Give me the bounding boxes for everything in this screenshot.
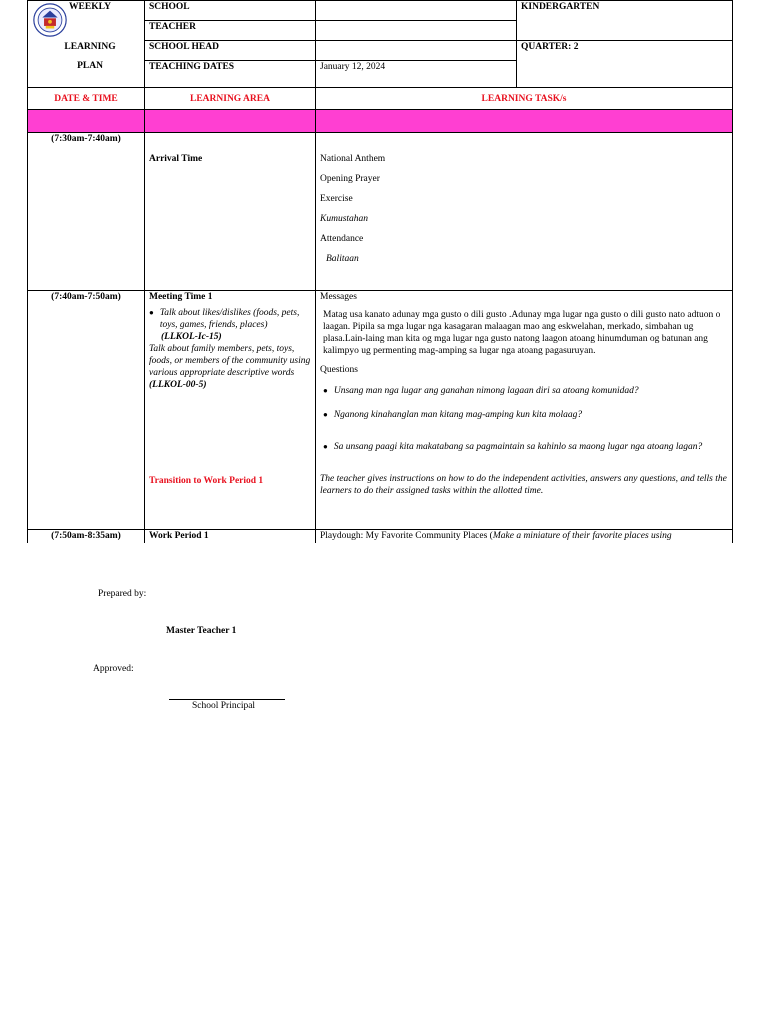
pink-band-cell [145, 110, 316, 133]
question-item [320, 385, 728, 397]
learning-area-heading: LEARNING AREA [145, 88, 316, 110]
date-time-heading: DATE & TIME [28, 88, 145, 110]
family-members-text [149, 343, 311, 391]
task-balitaan: Balitaan [326, 254, 359, 264]
teacher-label: TEACHER [145, 21, 316, 41]
school-head-value [316, 41, 517, 61]
work-period-time: (7:50am-8:35am) [28, 530, 145, 544]
question-item [320, 441, 728, 453]
learning-tasks-heading: LEARNING TASK/s [316, 88, 733, 110]
quarter-label: QUARTER: 2 [517, 41, 733, 88]
arrival-area-cell [145, 133, 316, 291]
pink-band-row [28, 110, 733, 133]
school-value [316, 1, 517, 21]
meeting-area-cell [145, 291, 316, 530]
message-paragraph: Matag usa kanato adunay mga gusto o dili gusto .Adunay mga lugar nga gusto o dili gusto nato adtuon o laagan. Pipila sa mga lugar nga kasagaran malaagan mao ang eskwelahan, merkado, simbahan ug plasa.Lain-laing man kita og mga lugar nga gusto natong laagon atoang hinumduman og batunan ang kalimpyo ug permenting mag-amping sa lugar nga atoang pagasuruyan. [323, 310, 721, 356]
arrival-time: (7:30am-7:40am) [28, 133, 145, 291]
messages-label: Messages [320, 292, 357, 302]
family-members-desc: Talk about family members, pets, toys, foods, or members of the community using various appropriate descriptive words [149, 344, 311, 378]
arrival-row [28, 133, 733, 291]
meeting-row [28, 291, 733, 530]
learning-label: LEARNING [64, 42, 116, 52]
question-text: Unsang man nga lugar ang ganahan nimong lagaan diri sa atoang komunidad? [333, 386, 639, 396]
meeting-time: (7:40am-7:50am) [28, 291, 145, 530]
task-opening-prayer: Opening Prayer [320, 174, 380, 184]
question-item [320, 409, 728, 421]
likes-dislikes-bullet [149, 307, 311, 331]
grade-level: KINDERGARTEN [517, 1, 733, 41]
meeting-area-title: Meeting Time 1 [149, 292, 213, 302]
bullet-icon: ● [323, 386, 328, 395]
weekly-learning-plan-table [27, 0, 733, 543]
question-text: Sa unsang paagi kita makatabang sa pagmaintain sa kahinlo sa maong lugar nga atoang lagan? [333, 442, 703, 452]
transition-label: Transition to Work Period 1 [149, 476, 264, 486]
approved-label: Approved: [93, 664, 134, 674]
logo-title-cell [28, 1, 145, 88]
bullet-icon: ● [323, 442, 328, 451]
work-period-area: Work Period 1 [145, 530, 316, 544]
likes-dislikes-text: Talk about likes/dislikes (foods, pets, toys, games, friends, places) [159, 308, 300, 330]
questions-label: Questions [320, 365, 358, 375]
arrival-tasks-cell [316, 133, 733, 291]
master-teacher-label: Master Teacher 1 [166, 626, 237, 636]
work-period-row [28, 530, 733, 544]
prepared-by-label: Prepared by: [98, 589, 147, 599]
bullet-icon: ● [323, 410, 328, 419]
pink-band-cell [316, 110, 733, 133]
teaching-dates-value: January 12, 2024 [316, 61, 517, 88]
school-principal-label: School Principal [192, 701, 256, 711]
work-task-italic: Make a miniature of their favorite places using [492, 531, 672, 541]
work-task-text: Playdough: My Favorite Community Places ( [320, 531, 493, 541]
pink-band-cell [28, 110, 145, 133]
competency-code-2: (LLKOL-00-5) [149, 380, 207, 390]
school-head-label: SCHOOL HEAD [145, 41, 316, 61]
arrival-area: Arrival Time [149, 154, 203, 164]
task-kumustahan: Kumustahan [320, 214, 369, 224]
task-national-anthem: National Anthem [320, 154, 386, 164]
teacher-value [316, 21, 517, 41]
competency-code-1: (LLKOL-Ic-15) [161, 332, 222, 342]
meeting-tasks-cell [316, 291, 733, 530]
task-exercise: Exercise [320, 194, 353, 204]
teaching-dates-label: TEACHING DATES [145, 61, 316, 88]
task-attendance: Attendance [320, 234, 364, 244]
work-period-task [316, 530, 733, 544]
weekly-label: WEEKLY [69, 2, 111, 12]
plan-label: PLAN [77, 61, 103, 71]
signature-line [169, 699, 285, 700]
question-text: Nganong kinahanglan man kitang mag-amping kun kita molaag? [333, 410, 583, 420]
teacher-instruction: The teacher gives instructions on how to do the independent activities, answers any questions, and tells the learners to do their assigned tasks within the allotted time. [320, 474, 727, 496]
bullet-icon: ● [149, 308, 154, 317]
school-label: SCHOOL [145, 1, 316, 21]
